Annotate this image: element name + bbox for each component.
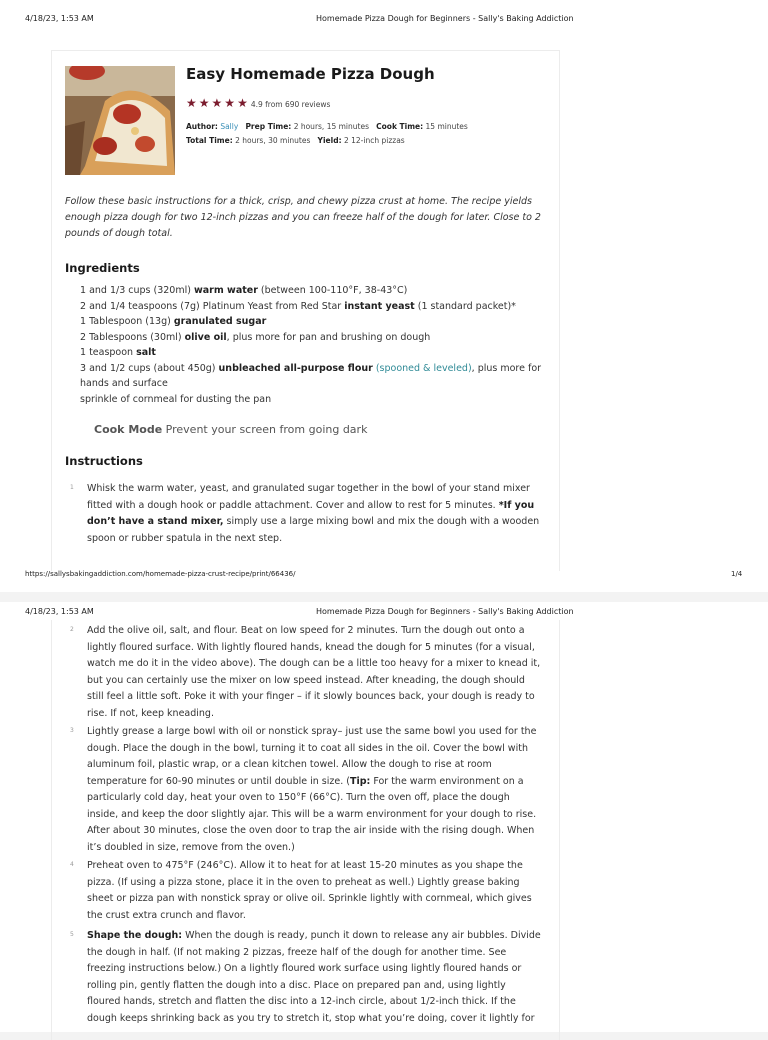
step-number: 2: [70, 626, 74, 633]
author-label: Author:: [186, 122, 218, 131]
ingredient-item: 2 and 1/4 teaspoons (7g) Platinum Yeast from Red Star instant yeast (1 standard packet)*: [80, 300, 516, 312]
cook-time-label: Cook Time:: [376, 122, 424, 131]
print-datetime: 4/18/23, 1:53 AM: [25, 607, 94, 616]
recipe-photo: [65, 66, 175, 175]
yield-label: Yield:: [317, 136, 342, 145]
instruction-step: Lightly grease a large bowl with oil or nonstick spray– just use the same bowl you used for the dough. Place the dough in the bowl, turning it to coat all sides in the oil. Cover the bowl with aluminum foil, plastic wrap, or a clean kitchen towel. Allow the dough to rise at room temperature for 60-90 minutes or until double in size. (Tip: For the warm environment on a particularly cold day, heat your oven to 150°F (66°C). Turn the oven off, place the dough inside, and keep the door slightly ajar. This will be a warm environment for your dough to rise. After about 30 minutes, close the oven door to trap the air inside with the rising dough. When it’s doubled in size, remove from the oven.): [87, 726, 537, 853]
star-icon: ★: [198, 96, 210, 110]
author-link[interactable]: Sally: [220, 122, 239, 131]
recipe-meta-row-2: [186, 136, 405, 145]
step-number: 4: [70, 861, 74, 868]
print-page-2: [0, 602, 768, 1032]
cook-mode-toggle[interactable]: [94, 423, 367, 436]
instructions-heading: Instructions: [65, 454, 143, 468]
prep-time-label: Prep Time:: [245, 122, 292, 131]
star-icon: ★: [186, 96, 197, 110]
ingredient-item: 1 and 1/3 cups (320ml) warm water (between 100-110°F, 38-43°C): [80, 285, 408, 296]
star-icon: ★: [211, 96, 223, 110]
ingredients-heading: Ingredients: [65, 261, 140, 275]
print-page-count: 1/4: [731, 570, 743, 578]
print-doc-title: Homemade Pizza Dough for Beginners - Sally's Baking Addiction: [316, 14, 574, 23]
cook-mode-label: Cook Mode: [94, 423, 163, 436]
ingredient-item: 1 Tablespoon (13g) granulated sugar: [80, 316, 267, 327]
total-time-label: Total Time:: [186, 136, 233, 145]
instruction-step: Whisk the warm water, yeast, and granulated sugar together in the bowl of your stand mixer fitted with a dough hook or paddle attachment. Cover and allow to rest for 5 minutes. *If you don’t have a stand mixer, simply use a large mixing bowl and mix the dough with a wooden spoon or rubber spatula in the next step.: [87, 483, 540, 544]
print-datetime: 4/18/23, 1:53 AM: [25, 14, 94, 23]
star-icon: ★: [224, 96, 236, 110]
instruction-step: Preheat oven to 475°F (246°C). Allow it to heat for at least 15-20 minutes as you shape the pizza. (If using a pizza stone, place it in the oven to preheat as well.) Lightly grease baking sheet or pizza pan with nonstick spray or olive oil. Sprinkle lightly with cornmeal, which gives the crust extra crunch and flavor.: [87, 860, 532, 921]
yield-value: 2 12-inch pizzas: [343, 136, 405, 145]
print-doc-title: Homemade Pizza Dough for Beginners - Sally's Baking Addiction: [316, 607, 574, 616]
cook-mode-text: Prevent your screen from going dark: [165, 423, 368, 436]
step-number: 3: [70, 727, 74, 734]
rating-text: 4.9 from 690 reviews: [250, 99, 331, 109]
recipe-summary: Follow these basic instructions for a thick, crisp, and chewy pizza crust at home. The recipe yields enough pizza dough for two 12-inch pizzas and you can freeze half of the dough for later. Close to 2 pounds of dough total.: [65, 196, 541, 239]
print-url: https://sallysbakingaddiction.com/homemade-pizza-crust-recipe/print/66436/: [25, 570, 296, 578]
ingredient-item: sprinkle of cornmeal for dusting the pan: [80, 393, 272, 405]
ingredients-list: [80, 283, 550, 407]
recipe-meta-row-1: [186, 122, 468, 131]
prep-time-value: 2 hours, 15 minutes: [293, 122, 369, 131]
step-number: 1: [70, 484, 74, 491]
ingredient-item: 3 and 1/2 cups (about 450g) unbleached all-purpose flour (spooned & leveled), plus more for hands and surface: [80, 362, 542, 389]
total-time-value: 2 hours, 30 minutes: [235, 136, 311, 145]
spooned-leveled-link[interactable]: (spooned & leveled): [375, 362, 472, 374]
step-number: 5: [70, 931, 74, 938]
ingredient-item: 2 Tablespoons (30ml) olive oil, plus more for pan and brushing on dough: [80, 331, 431, 343]
cook-time-value: 15 minutes: [425, 122, 468, 131]
recipe-title: Easy Homemade Pizza Dough: [186, 65, 435, 83]
rating: [186, 96, 330, 110]
star-icon: ★: [237, 96, 248, 110]
ingredient-item: 1 teaspoon salt: [80, 347, 156, 358]
instruction-step: Shape the dough: When the dough is ready, punch it down to release any air bubbles. Divide the dough in half. (If not making 2 pizzas, freeze half of the dough for another time. See freezing instructions below.) On a lightly floured work surface using lightly floured hands or rolling pin, gently flatten the dough into a disc. Place on prepared pan and, using lightly floured hands, stretch and flatten the disc into a 12-inch circle, about 1/2-inch thick. If the dough keeps shrinking back as you try to stretch it, stop what you’re doing, cover it lightly for: [87, 930, 541, 1024]
instruction-step: Add the olive oil, salt, and flour. Beat on low speed for 2 minutes. Turn the dough out onto a lightly floured surface. With lightly floured hands, knead the dough for 5 minutes (for a visual, watch me do it in the video above). The dough can be a little too heavy for a mixer to knead it, but you can certainly use the mixer on low speed instead. After kneading, the dough should still feel a little soft. Poke it with your finger – if it slowly bounces back, your dough is ready to rise. If not, keep kneading.: [87, 625, 541, 719]
